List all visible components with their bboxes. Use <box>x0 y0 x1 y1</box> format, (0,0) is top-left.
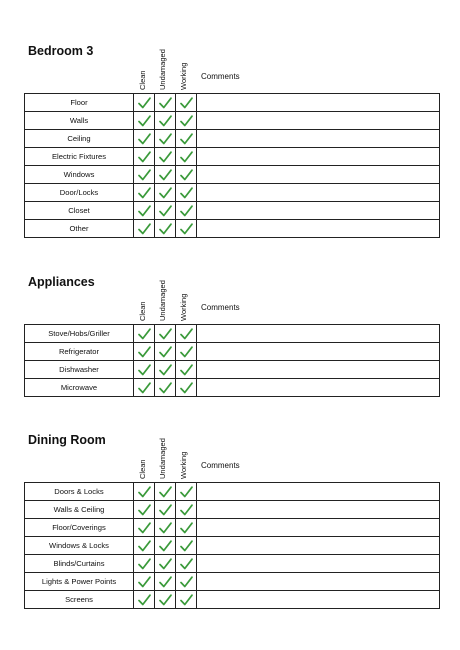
checkmark-icon[interactable] <box>155 94 176 112</box>
row-label: Closet <box>25 202 134 220</box>
column-header-clean: Clean <box>138 459 147 479</box>
column-header-undamaged: Undamaged <box>158 49 167 90</box>
checkmark-icon[interactable] <box>176 148 197 166</box>
checkmark-icon[interactable] <box>155 112 176 130</box>
checkmark-icon[interactable] <box>155 166 176 184</box>
comment-field[interactable] <box>197 379 440 397</box>
comment-field[interactable] <box>197 501 440 519</box>
checkmark-icon[interactable] <box>176 361 197 379</box>
column-header-comments: Comments <box>201 303 240 312</box>
checkmark-icon[interactable] <box>134 361 155 379</box>
comment-field[interactable] <box>197 325 440 343</box>
checkmark-icon[interactable] <box>176 343 197 361</box>
table-row <box>25 220 440 238</box>
checkmark-icon[interactable] <box>134 591 155 609</box>
checkmark-icon[interactable] <box>176 501 197 519</box>
column-header-working: Working <box>179 293 188 321</box>
checkmark-icon[interactable] <box>176 130 197 148</box>
checkmark-icon[interactable] <box>134 555 155 573</box>
checkmark-icon[interactable] <box>134 379 155 397</box>
checkmark-icon[interactable] <box>134 94 155 112</box>
table-row <box>25 501 440 519</box>
checkmark-icon[interactable] <box>134 483 155 501</box>
comment-field[interactable] <box>197 591 440 609</box>
checkmark-icon[interactable] <box>155 202 176 220</box>
checkmark-icon[interactable] <box>155 573 176 591</box>
row-label: Lights & Power Points <box>25 573 134 591</box>
table-row <box>25 379 440 397</box>
checkmark-icon[interactable] <box>155 591 176 609</box>
checkmark-icon[interactable] <box>155 343 176 361</box>
checkmark-icon[interactable] <box>176 537 197 555</box>
comment-field[interactable] <box>197 573 440 591</box>
checkmark-icon[interactable] <box>134 166 155 184</box>
table-row <box>25 202 440 220</box>
checkmark-icon[interactable] <box>176 519 197 537</box>
checkmark-icon[interactable] <box>134 184 155 202</box>
table-row <box>25 325 440 343</box>
row-label: Electric Fixtures <box>25 148 134 166</box>
checkmark-icon[interactable] <box>155 519 176 537</box>
checkmark-icon[interactable] <box>134 519 155 537</box>
row-label: Blinds/Curtains <box>25 555 134 573</box>
table-row <box>25 184 440 202</box>
checklist-table <box>24 324 440 397</box>
checkmark-icon[interactable] <box>134 573 155 591</box>
comment-field[interactable] <box>197 343 440 361</box>
checkmark-icon[interactable] <box>155 220 176 238</box>
checkmark-icon[interactable] <box>134 202 155 220</box>
table-row <box>25 591 440 609</box>
checkmark-icon[interactable] <box>176 220 197 238</box>
column-header-comments: Comments <box>201 72 240 81</box>
checkmark-icon[interactable] <box>134 501 155 519</box>
checkmark-icon[interactable] <box>155 379 176 397</box>
checkmark-icon[interactable] <box>155 361 176 379</box>
checkmark-icon[interactable] <box>176 94 197 112</box>
comment-field[interactable] <box>197 130 440 148</box>
checkmark-icon[interactable] <box>176 112 197 130</box>
checkmark-icon[interactable] <box>155 148 176 166</box>
column-header-working: Working <box>179 62 188 90</box>
checkmark-icon[interactable] <box>176 166 197 184</box>
checkmark-icon[interactable] <box>155 555 176 573</box>
checkmark-icon[interactable] <box>134 325 155 343</box>
section-title: Appliances <box>28 275 95 289</box>
checkmark-icon[interactable] <box>155 483 176 501</box>
checkmark-icon[interactable] <box>155 130 176 148</box>
comment-field[interactable] <box>197 166 440 184</box>
checkmark-icon[interactable] <box>155 325 176 343</box>
section-title: Dining Room <box>28 433 106 447</box>
checkmark-icon[interactable] <box>176 379 197 397</box>
checkmark-icon[interactable] <box>176 325 197 343</box>
column-header-clean: Clean <box>138 70 147 90</box>
row-label: Ceiling <box>25 130 134 148</box>
table-row <box>25 555 440 573</box>
checkmark-icon[interactable] <box>134 343 155 361</box>
comment-field[interactable] <box>197 148 440 166</box>
comment-field[interactable] <box>197 202 440 220</box>
comment-field[interactable] <box>197 361 440 379</box>
comment-field[interactable] <box>197 220 440 238</box>
row-label: Microwave <box>25 379 134 397</box>
table-row <box>25 573 440 591</box>
checkmark-icon[interactable] <box>155 501 176 519</box>
table-row <box>25 148 440 166</box>
comment-field[interactable] <box>197 483 440 501</box>
comment-field[interactable] <box>197 537 440 555</box>
checkmark-icon[interactable] <box>134 148 155 166</box>
row-label: Floor/Coverings <box>25 519 134 537</box>
comment-field[interactable] <box>197 94 440 112</box>
table-row <box>25 361 440 379</box>
checkmark-icon[interactable] <box>176 184 197 202</box>
table-row <box>25 483 440 501</box>
comment-field[interactable] <box>197 555 440 573</box>
checkmark-icon[interactable] <box>176 591 197 609</box>
table-row <box>25 130 440 148</box>
checkmark-icon[interactable] <box>134 220 155 238</box>
table-row <box>25 94 440 112</box>
checkmark-icon[interactable] <box>134 112 155 130</box>
checklist-table <box>24 93 440 238</box>
checkmark-icon[interactable] <box>134 537 155 555</box>
row-label: Doors & Locks <box>25 483 134 501</box>
row-label: Windows & Locks <box>25 537 134 555</box>
comment-field[interactable] <box>197 184 440 202</box>
row-label: Stove/Hobs/Griller <box>25 325 134 343</box>
row-label: Other <box>25 220 134 238</box>
column-header-working: Working <box>179 451 188 479</box>
checkmark-icon[interactable] <box>155 184 176 202</box>
checkmark-icon[interactable] <box>134 130 155 148</box>
checkmark-icon[interactable] <box>176 483 197 501</box>
row-label: Walls & Ceiling <box>25 501 134 519</box>
column-header-undamaged: Undamaged <box>158 438 167 479</box>
comment-field[interactable] <box>197 112 440 130</box>
row-label: Refrigerator <box>25 343 134 361</box>
column-header-undamaged: Undamaged <box>158 280 167 321</box>
column-header-comments: Comments <box>201 461 240 470</box>
row-label: Door/Locks <box>25 184 134 202</box>
table-row <box>25 537 440 555</box>
section-title: Bedroom 3 <box>28 44 94 58</box>
table-row <box>25 166 440 184</box>
table-row <box>25 112 440 130</box>
row-label: Screens <box>25 591 134 609</box>
row-label: Floor <box>25 94 134 112</box>
column-header-clean: Clean <box>138 301 147 321</box>
row-label: Windows <box>25 166 134 184</box>
checkmark-icon[interactable] <box>176 573 197 591</box>
checklist-table <box>24 482 440 609</box>
checkmark-icon[interactable] <box>155 537 176 555</box>
row-label: Walls <box>25 112 134 130</box>
table-row <box>25 519 440 537</box>
checkmark-icon[interactable] <box>176 555 197 573</box>
row-label: Dishwasher <box>25 361 134 379</box>
table-row <box>25 343 440 361</box>
checkmark-icon[interactable] <box>176 202 197 220</box>
comment-field[interactable] <box>197 519 440 537</box>
